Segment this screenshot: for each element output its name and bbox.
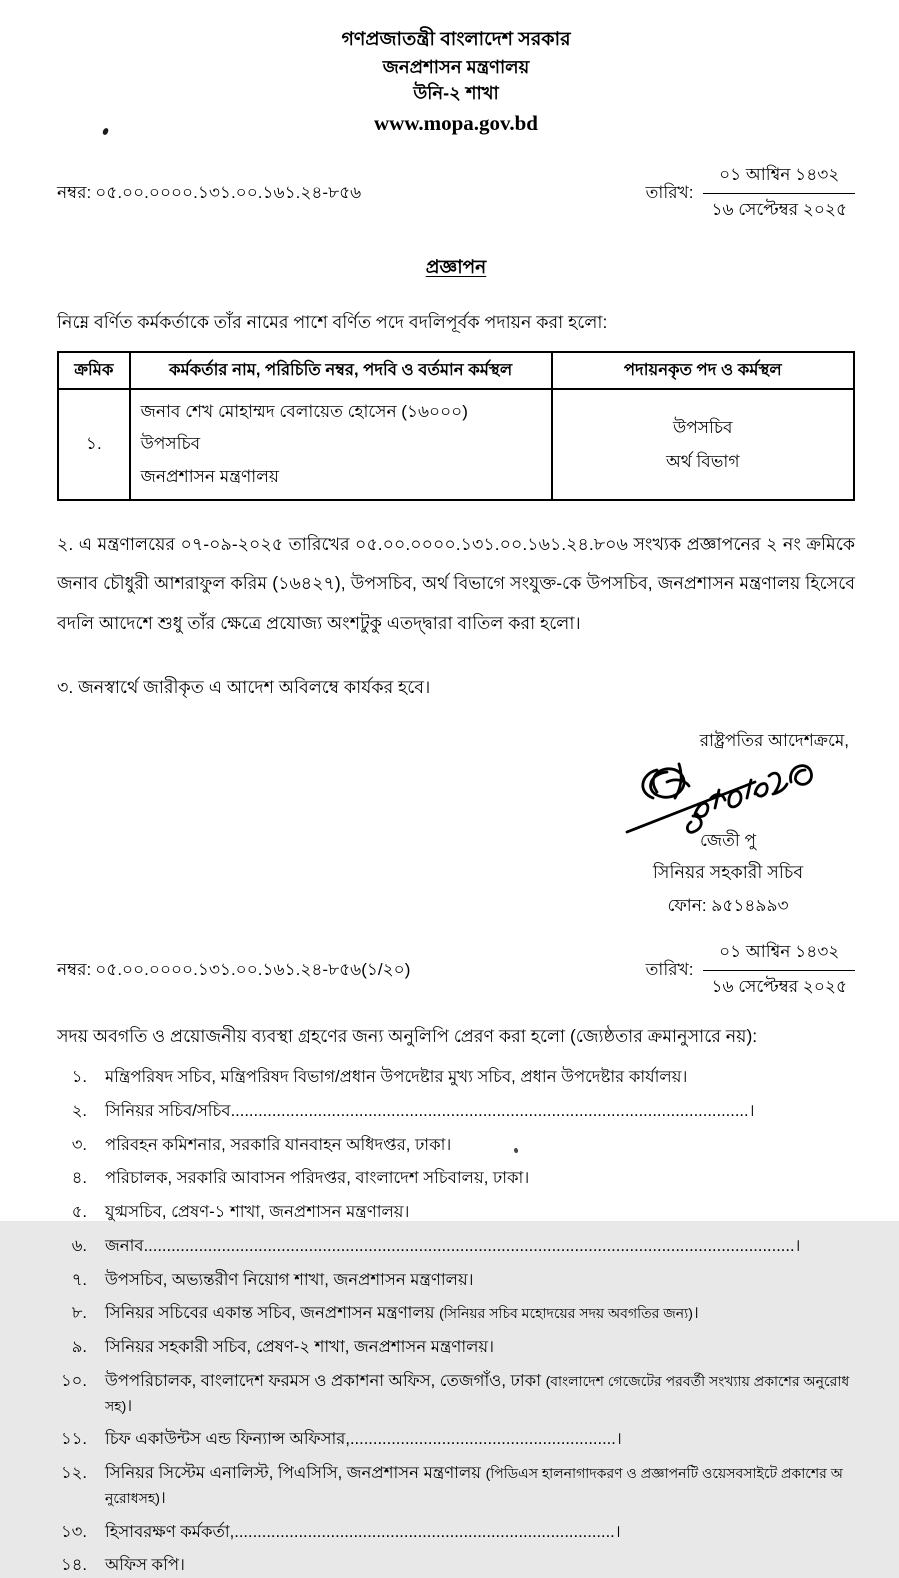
cc-item-10 <box>57 1369 855 1419</box>
cc-item-text <box>105 1335 855 1360</box>
government-name: গণপ্রজাতন্ত্রী বাংলাদেশ সরকার <box>341 29 571 50</box>
by-order-line: রাষ্ট্রপতির আদেশক্রমে, <box>699 731 849 751</box>
cc-item-end: । <box>159 1488 166 1507</box>
cc-item-main: হিসাবরক্ষণ কর্মকর্তা,...................................................................................। <box>105 1522 621 1541</box>
date-values <box>703 162 855 225</box>
cell-posting <box>552 389 854 500</box>
col-header-serial: ক্রমিক <box>58 352 130 389</box>
table-row <box>58 389 854 500</box>
cc-item-11 <box>57 1427 855 1452</box>
date-label: তারিখ: <box>645 959 694 979</box>
memo-number-row-2 <box>57 939 855 1002</box>
cc-item-6 <box>57 1234 855 1259</box>
document-title-text: প্রজ্ঞাপন <box>425 256 487 278</box>
cc-item-end: । <box>692 1304 699 1323</box>
paragraph-2: ২. এ মন্ত্রণালয়ের ০৭-০৯-২০২৫ তারিখের ০৫.০০.০০০০.১৩১.০০.১৬১.২৪.৮০৬ সংখ্যক প্রজ্ঞাপনের ২ নং ক্রমিকে জনাব চৌধুরী আশরাফুল করিম (১৬৪২৭), উপসচিব, অর্থ বিভাগে সংযুক্ত-কে উপসচিব, জনপ্রশাসন মন্ত্রণালয় হিসেবে বদলি আদেশে শুধু তাঁর ক্ষেত্রে প্রযোজ্য অংশটুকু এতদ্দ্বারা বাতিল করা হলো। <box>57 534 855 633</box>
cc-item-main: জনাব..............................................................................................................................................। <box>105 1236 801 1255</box>
cc-item-number: ১৩. <box>60 1522 87 1541</box>
officer-designation: উপসচিব <box>140 434 201 454</box>
date-gregorian: ১৬ সেপ্টেম্বর ২০২৫ <box>711 200 847 220</box>
cc-item-text <box>105 1301 855 1326</box>
memo-number-value: ০৫.০০.০০০০.১৩১.০০.১৬১.২৪-৮৫৬ <box>95 182 362 202</box>
cc-item-main: মন্ত্রিপরিষদ সচিব, মন্ত্রিপরিষদ বিভাগ/প্রধান উপদেষ্টার মুখ্য সচিব, প্রধান উপদেষ্টার কার্যালয়। <box>105 1068 688 1087</box>
officer-ministry: জনপ্রশাসন মন্ত্রণালয় <box>140 466 279 486</box>
section-name: উনি-২ শাখা <box>413 82 499 103</box>
cc-item-text <box>105 1234 855 1259</box>
cc-item-number: ২. <box>71 1101 87 1120</box>
cc-item-number: ১৪. <box>61 1556 87 1575</box>
cc-list <box>57 1065 855 1578</box>
cc-item-main: অফিস কপি। <box>105 1556 185 1575</box>
cc-item-number: ৭. <box>71 1270 87 1289</box>
memo-number-2 <box>57 957 410 985</box>
date-gregorian: ১৬ সেপ্টেম্বর ২০২৫ <box>711 977 847 997</box>
memo-number-value: ০৫.০০.০০০০.১৩১.০০.১৬১.২৪-৮৫৬(১/২০) <box>95 959 411 979</box>
cc-item-text <box>105 1369 855 1419</box>
cc-item-main: সিনিয়র সচিবের একান্ত সচিব, জনপ্রশাসন মন্ত্রণালয় <box>105 1304 440 1323</box>
memo-number-1 <box>57 180 361 208</box>
cc-item-1 <box>57 1065 855 1090</box>
col-header-officer: কর্মকর্তার নাম, পরিচিতি নম্বর, পদবি ও বর্তমান কর্মস্থল <box>130 352 552 389</box>
posting-table <box>57 351 855 501</box>
cc-item-text <box>105 1427 855 1452</box>
cc-item-text <box>105 1461 855 1511</box>
cc-item-13 <box>57 1520 855 1545</box>
cc-item-text <box>105 1268 855 1293</box>
cc-item-text <box>105 1099 855 1124</box>
cc-item-text <box>105 1553 855 1578</box>
cc-item-number: ৮. <box>71 1304 87 1323</box>
date-bangla: ০১ আশ্বিন ১৪৩২ <box>703 162 855 194</box>
cc-item-main: সিনিয়র সচিব/সচিব.................................................................................................................। <box>105 1101 755 1120</box>
signer-name: জেতী পু <box>700 831 756 851</box>
cc-item-note: (সিনিয়র সচিব মহোদয়ের সদয় অবগতির জন্য) <box>439 1305 693 1322</box>
cc-item-number: ১১. <box>61 1430 87 1449</box>
date-block-2 <box>646 939 855 1002</box>
cc-item-main: যুগ্মসচিব, প্রেষণ-১ শাখা, জনপ্রশাসন মন্ত্রণালয়। <box>105 1203 410 1222</box>
cc-item-main: সিনিয়র সহকারী সচিব, প্রেষণ-২ শাখা, জনপ্রশাসন মন্ত্রণালয়। <box>105 1338 495 1357</box>
cc-item-number: ৯. <box>71 1338 87 1357</box>
cc-item-main: পরিচালক, সরকারি আবাসন পরিদপ্তর, বাংলাদেশ সচিবালয়, ঢাকা। <box>105 1169 530 1188</box>
cc-item-main: পরিবহন কমিশনার, সরকারি যানবাহন অধিদপ্তর, ঢাকা। <box>105 1135 452 1154</box>
posting-table-header-row <box>58 352 854 389</box>
cc-item-main: চিফ একাউন্টস এন্ড ফিন্যান্স অফিসার,..........................................................। <box>105 1430 622 1449</box>
cc-item-number: ১. <box>71 1068 87 1087</box>
officer-name: জনাব শেখ মোহাম্মদ বেলায়েত হোসেন (১৬০০০) <box>140 402 468 422</box>
posting-designation: উপসচিব <box>673 417 733 437</box>
cc-item-4 <box>57 1166 855 1191</box>
memo-number-label: নম্বর: <box>57 182 92 202</box>
signer-phone: ফোন: ৯৫১৪৯৯৩ <box>667 896 789 916</box>
cc-item-12 <box>57 1461 855 1511</box>
cc-item-note: (পিডিএস হালনাগাদকরণ ও প্রজ্ঞাপনটি ওয়েসবসাইটে প্রকাশের অনুরোধসহ) <box>105 1465 843 1506</box>
paragraph-3: ৩. জনস্বার্থে জারীকৃত এ আদেশ অবিলম্বে কার্যকর হবে। <box>57 677 431 698</box>
cc-item-main: সিনিয়র সিস্টেম এনালিস্ট, পিএসিসি, জনপ্রশাসন মন্ত্রণালয় <box>105 1464 486 1483</box>
cc-item-text <box>105 1065 855 1090</box>
letterhead <box>57 26 855 138</box>
signature-block <box>603 758 853 921</box>
signer-designation: সিনিয়র সহকারী সচিব <box>652 862 804 883</box>
ministry-name: জনপ্রশাসন মন্ত্রণালয় <box>382 56 530 77</box>
memo-number-label: নম্বর: <box>57 959 92 979</box>
cc-item-8 <box>57 1301 855 1326</box>
cc-item-14 <box>57 1553 855 1578</box>
posting-division: অর্থ বিভাগ <box>665 451 740 471</box>
cc-item-note: (বাংলাদেশ গেজেটের পরবর্তী সংখ্যায় প্রকাশের অনুরোধসহ) <box>105 1372 850 1414</box>
memo-number-row-1 <box>57 162 855 225</box>
date-label: তারিখ: <box>645 182 694 202</box>
col-header-posting: পদায়নকৃত পদ ও কর্মস্থল <box>552 352 854 389</box>
cc-item-number: ১২. <box>60 1464 87 1483</box>
cc-item-main: উপপরিচালক, বাংলাদেশ ফরমস ও প্রকাশনা অফিস, তেজগাঁও, ঢাকা <box>105 1371 546 1390</box>
cc-item-text <box>105 1166 855 1191</box>
cell-officer <box>130 389 552 500</box>
date-bangla: ০১ আশ্বিন ১৪৩২ <box>703 939 855 971</box>
cc-item-5 <box>57 1200 855 1225</box>
cc-item-number: ৪. <box>71 1169 87 1188</box>
cc-item-text <box>105 1200 855 1225</box>
cc-item-9 <box>57 1335 855 1360</box>
intro-paragraph: নিম্নে বর্ণিত কর্মকর্তাকে তাঁর নামের পাশে বর্ণিত পদে বদলিপূর্বক পদায়ন করা হলো: <box>57 312 608 333</box>
website-url: www.mopa.gov.bd <box>374 110 538 135</box>
cc-item-number: ৫. <box>71 1203 87 1222</box>
cc-item-main: উপসচিব, অভ্যন্তরীণ নিয়োগ শাখা, জনপ্রশাসন মন্ত্রণালয়। <box>105 1270 474 1289</box>
cc-item-2 <box>57 1099 855 1124</box>
cc-item-end: । <box>126 1396 133 1415</box>
document-title <box>57 253 855 284</box>
cc-item-number: ৬. <box>71 1236 87 1255</box>
cc-item-3 <box>57 1133 855 1158</box>
cc-item-text <box>105 1520 855 1545</box>
date-values <box>703 939 855 1002</box>
cc-item-number: ৩. <box>71 1135 87 1154</box>
cc-item-7 <box>57 1268 855 1293</box>
cc-intro: সদয় অবগতি ও প্রয়োজনীয় ব্যবস্থা গ্রহণের জন্য অনুলিপি প্রেরণ করা হলো (জ্যেষ্ঠতার ক্রমানুসারে নয়): <box>57 1026 758 1047</box>
cc-item-number: ১০. <box>60 1371 87 1390</box>
signature-scribble <box>623 758 833 838</box>
cc-item-text <box>105 1133 855 1158</box>
date-block-1 <box>646 162 855 225</box>
cell-serial: ১. <box>58 389 130 500</box>
